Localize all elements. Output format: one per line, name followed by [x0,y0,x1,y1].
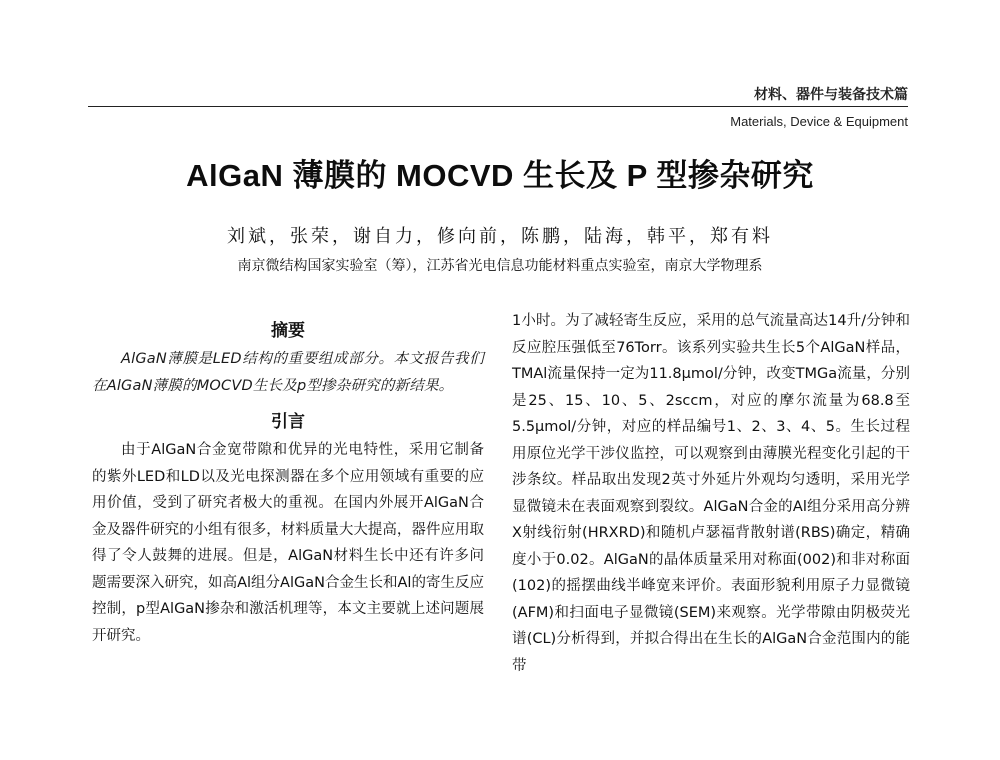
paper-title: AlGaN 薄膜的 MOCVD 生长及 P 型掺杂研究 [186,158,814,193]
intro-heading: 引言 [271,412,305,432]
right-column [512,308,910,679]
body-text-right: 1小时。为了减轻寄生反应，采用的总气流量高达14升/分钟和反应腔压强低至76Torr。该系列实验共生长5个AlGaN样品，TMAl流量保持一定为11.8μmol/分钟，改变TMGa流量，分别是25、15、10、5、2sccm，对应的摩尔流量为68.8至5.5μmol/分钟，对应的样品编号1、2、3、4、5。生长过程用原位光学干涉仪监控，可以观察到由薄膜光程变化引起的干涉条纹。样品取出发现2英寸外延片外观均匀透明，采用光学显微镜未在表面观察到裂纹。AlGaN合金的Al组分采用高分辨X射线衍射(HRXRD)和随机卢瑟福背散射谱(RBS)确定，精确度小于0.02。AlGaN的晶体质量采用对称面(002)和非对称面(102)的摇摆曲线半峰宽来评价。表面形貌利用原子力显微镜(AFM)和扫面电子显微镜(SEM)来观察。光学带隙由阴极荧光谱(CL)分析得到，并拟合得出在生长的AlGaN合金范围内的能带 [512,313,910,674]
author-list: 刘斌，张荣，谢自力，修向前，陈鹏，陆海，韩平，郑有料 [227,226,773,247]
section-tag-en: Materials, Device & Equipment [730,114,908,129]
section-spacer [92,399,484,407]
left-column [92,316,484,649]
abstract-text: AlGaN薄膜是LED结构的重要组成部分。本文报告我们在AlGaN薄膜的MOCVD生长及p型掺杂研究的新结果。 [92,351,484,394]
header-rule [88,106,908,107]
affiliation: 南京微结构国家实验室（筹），江苏省光电信息功能材料重点实验室，南京大学物理系 [237,258,763,274]
section-tag-cn: 材料、器件与装备技术篇 [754,87,908,103]
intro-text: 由于AlGaN合金宽带隙和优异的光电特性，采用它制备的紫外LED和LD以及光电探测器在多个应用领域有重要的应用价值，受到了研究者极大的重视。在国内外展开AlGaN合金及器件研究的小组有很多，材料质量大大提高，器件应用取得了令人鼓舞的进展。但是，AlGaN材料生长中还有许多问题需要深入研究，如高Al组分AlGaN合金生长和Al的寄生反应控制，p型AlGaN掺杂和激活机理等，本文主要就上述问题展开研究。 [92,442,484,644]
abstract-heading: 摘要 [271,321,305,341]
